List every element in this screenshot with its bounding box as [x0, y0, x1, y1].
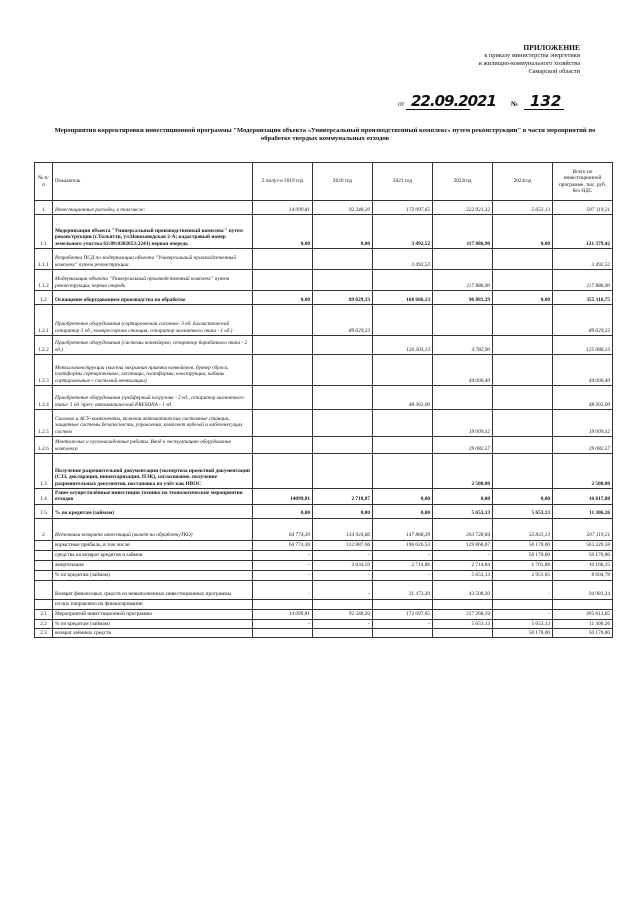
row-value — [253, 336, 313, 355]
row-value: 29 082,57 — [433, 437, 493, 454]
row-value: 147 868,39 — [373, 518, 433, 540]
row-label: из них направлено на финансирование: — [53, 599, 253, 609]
row-number: 2.1 — [35, 609, 53, 619]
table-row — [35, 215, 613, 249]
row-value: 196 026,53 — [373, 540, 433, 550]
row-value: 0,00 — [313, 504, 373, 518]
row-label: Получение разрешительной документации (экспертиза проектной документации (СЗЗ, декларация, инвентаризация, ПЭК), согласование, получение разрешительных документов, постановка на учёт как НВОС — [53, 454, 253, 489]
row-value — [313, 437, 373, 454]
col-header: 2020 год — [313, 163, 373, 201]
row-value — [493, 437, 553, 454]
row-value: 16 817,88 — [553, 489, 613, 505]
row-label: корыстные прибыль, в том числе: — [53, 540, 253, 550]
row-value: 96 881,29 — [433, 291, 493, 305]
number-label: № — [511, 100, 519, 108]
appendix-line-3: Самарской области — [528, 68, 580, 75]
row-value: 44 006,40 — [433, 355, 493, 386]
table-row — [35, 619, 613, 628]
row-value: 14 099,81 — [253, 201, 313, 215]
row-value — [493, 355, 553, 386]
row-value: - — [253, 560, 313, 570]
row-value — [433, 386, 493, 410]
row-value: - — [433, 550, 493, 560]
row-number: 1.1.2 — [35, 270, 53, 291]
table-row — [35, 504, 613, 518]
row-value: 8 604,78 — [553, 570, 613, 580]
row-value — [313, 628, 373, 637]
row-value: 117 886,90 — [433, 215, 493, 249]
row-value: 120 303,13 — [373, 336, 433, 355]
table-row — [35, 628, 613, 637]
col-header: 2021 год — [373, 163, 433, 201]
row-value: - — [253, 550, 313, 560]
row-value: 5 653,13 — [433, 619, 493, 628]
row-label: Разработка ПСД по модернизации объекта "Универсальный производственный комплекс" путем реконструкции — [53, 249, 253, 270]
row-value — [373, 355, 433, 386]
row-value — [253, 305, 313, 336]
row-value: - — [493, 580, 553, 599]
table-row — [35, 560, 613, 570]
row-value: 64 774,30 — [253, 518, 313, 540]
appendix-title: ПРИЛОЖЕНИЕ — [523, 43, 580, 52]
table-row — [35, 291, 613, 305]
col-header: 2 полуг-е 2019 год — [253, 163, 313, 201]
table-row — [35, 201, 613, 215]
table-row — [35, 270, 613, 291]
row-value: - — [373, 570, 433, 580]
row-label: Источники возврата инвестиций (вычет на обработкуТКО) — [53, 518, 253, 540]
row-number: 2.2 — [35, 619, 53, 628]
row-value: 172 097,65 — [373, 201, 433, 215]
row-value — [313, 270, 373, 291]
row-value: - — [253, 619, 313, 628]
row-label: % по кредитам (займам) — [53, 504, 253, 518]
row-number: 1.2.4 — [35, 386, 53, 410]
col-header: 2023год — [493, 163, 553, 201]
row-value: 117 886,90 — [553, 270, 613, 291]
row-value — [253, 599, 313, 609]
row-number — [35, 580, 53, 599]
row-value: 495 813,05 — [553, 609, 613, 619]
row-value: 43 508,20 — [433, 580, 493, 599]
col-header: 2022год — [433, 163, 493, 201]
row-label: Приобретение оборудования (грейферный погрузчик - 2 ед., сепаратор магнитного типа- 1 ед. пресс автоматический PRESONA - 1 ед. — [53, 386, 253, 410]
investment-table — [34, 162, 613, 638]
table-body — [35, 201, 613, 638]
row-value: 92 348,20 — [313, 609, 373, 619]
row-value — [313, 454, 373, 489]
row-value: 2 714,84 — [433, 560, 493, 570]
row-value: 0,00 — [433, 489, 493, 505]
row-value — [253, 628, 313, 637]
row-number: 1.1.1 — [35, 249, 53, 270]
row-value — [253, 386, 313, 410]
row-number — [35, 550, 53, 560]
row-number — [35, 570, 53, 580]
row-value: - — [373, 619, 433, 628]
row-number: 1.2.5 — [35, 410, 53, 437]
row-value: 5 653,13 — [493, 619, 553, 628]
row-number — [35, 599, 53, 609]
row-value: 1 701,88 — [493, 560, 553, 570]
row-number — [35, 540, 53, 550]
table-row — [35, 540, 613, 550]
row-value — [253, 270, 313, 291]
col-header: Всего по инвестиционной программе, тыс. руб. без НДС — [553, 163, 613, 201]
row-number: 1.2 — [35, 291, 53, 305]
row-value: 121 379,42 — [553, 215, 613, 249]
row-value: 50 170,00 — [553, 628, 613, 637]
table-row — [35, 454, 613, 489]
row-value: - — [493, 609, 553, 619]
order-date-number — [398, 92, 566, 114]
row-value — [373, 628, 433, 637]
row-value: - — [313, 619, 373, 628]
row-value: 0,00 — [493, 291, 553, 305]
row-value: 2 951,65 — [493, 570, 553, 580]
appendix-line-2: и жилищно-коммунального хозяйства — [478, 60, 580, 67]
row-value: 89 629,33 — [313, 291, 373, 305]
row-label: Металлоконструкции (высты закрытия приямка конвейеров, бункер сброса, платформы сортировочные, лестницы, платформы, конструкции, кабины сортировочные с системой вентиляции) — [53, 355, 253, 386]
row-value: 11 306,26 — [553, 504, 613, 518]
table-row — [35, 518, 613, 540]
row-value: 134 924,66 — [313, 518, 373, 540]
row-value — [373, 270, 433, 291]
table-row — [35, 336, 613, 355]
row-value: 29 082,57 — [553, 437, 613, 454]
table-row — [35, 609, 613, 619]
row-number — [35, 560, 53, 570]
row-value — [493, 336, 553, 355]
row-value — [373, 437, 433, 454]
row-value: 0,00 — [253, 215, 313, 249]
row-label: Модернизация объекта "Универсальный производственный комплекс" путем реконструкции (г.Тольятти, ул.Новозаводская 2-А; кадастровый номер земельного участка 63:09:0302053:2243) первая очередь — [53, 215, 253, 249]
row-value: 203 728,84 — [433, 518, 493, 540]
row-value: 0,00 — [493, 215, 553, 249]
row-value: 117 886,90 — [433, 270, 493, 291]
row-label: Монтажные и пусконаладочные работы. Ввод в эксплуатацию оборудования комплекса — [53, 437, 253, 454]
row-value: 0,00 — [253, 291, 313, 305]
appendix-line-1: к приказу министерства энергетики — [484, 52, 580, 59]
row-value: 0,00 — [373, 489, 433, 505]
row-label: Приобретение оборудования (системы конвейеров; сепаратор барабанного типа - 2 ед.) — [53, 336, 253, 355]
row-value: 55 823,13 — [493, 518, 553, 540]
table-row — [35, 599, 613, 609]
row-value: 48 302,00 — [553, 386, 613, 410]
row-value: 3 492,52 — [373, 249, 433, 270]
table-row — [35, 580, 613, 599]
row-value: 11 306,26 — [553, 619, 613, 628]
row-number: 1.2.1 — [35, 305, 53, 336]
row-value: 48 302,00 — [373, 386, 433, 410]
col-header: № п/п — [35, 163, 53, 201]
row-value — [313, 355, 373, 386]
row-value: 222 921,32 — [433, 201, 493, 215]
from-label: от — [398, 100, 405, 108]
order-date: 22.09.2021 — [411, 92, 496, 110]
row-value — [313, 599, 373, 609]
table-row — [35, 550, 613, 560]
row-value: 2 714,86 — [373, 560, 433, 570]
row-value — [373, 454, 433, 489]
row-label: % по кредитам (займам) — [53, 619, 253, 628]
row-label: Силовые и АСУ-компоненты, включая автоматические системные станции, защитные системы безопасности, управления, комплект кабелей и кабеленесущих систем — [53, 410, 253, 437]
row-value: 355 116,75 — [553, 291, 613, 305]
row-value: 89 629,33 — [313, 305, 373, 336]
row-value — [253, 249, 313, 270]
row-number: 1.1 — [35, 215, 53, 249]
table-row — [35, 355, 613, 386]
col-header: Показатель — [53, 163, 253, 201]
row-value: 125 086,13 — [553, 336, 613, 355]
row-value — [313, 249, 373, 270]
row-value: 3 492,52 — [373, 215, 433, 249]
table-row — [35, 570, 613, 580]
row-value: 31 473,20 — [373, 580, 433, 599]
table-row — [35, 410, 613, 437]
row-value: - — [313, 550, 373, 560]
row-value: 94 981,24 — [553, 580, 613, 599]
row-label: Ранее осуществлённые инвестиции технико на технологические мероприятия отходов — [53, 489, 253, 505]
table-row — [35, 386, 613, 410]
row-value — [493, 270, 553, 291]
row-label: % по кредитам (займам) — [53, 570, 253, 580]
row-number: 1.4 — [35, 489, 53, 505]
row-value — [373, 599, 433, 609]
row-value — [433, 249, 493, 270]
row-value — [493, 599, 553, 609]
row-value: 10 166,15 — [553, 560, 613, 570]
row-value: 0,00 — [253, 504, 313, 518]
row-label: средства на возврат кредитов и займов — [53, 550, 253, 560]
table-row — [35, 249, 613, 270]
row-label: Возврат финансовых средств из невыполненных инвестиционных программы — [53, 580, 253, 599]
row-value — [493, 305, 553, 336]
row-value: 168 606,13 — [373, 291, 433, 305]
row-label: Мероприятий инвестиционной программы — [53, 609, 253, 619]
order-number: 132 — [530, 92, 562, 110]
row-value: 217 268,19 — [433, 609, 493, 619]
document-title: Мероприятия корректировки инвестиционной программы "Модернизация объекта «Универсальный производственный комплекс» путем реконструкции" в части мероприятий по обработке твердых коммунальных отходов — [54, 127, 596, 142]
row-value: 5 653,13 — [493, 201, 553, 215]
row-value — [433, 599, 493, 609]
row-value — [433, 305, 493, 336]
row-label: возврат заёмных средств — [53, 628, 253, 637]
row-value: - — [253, 570, 313, 580]
row-value: 50 170,00 — [493, 550, 553, 560]
row-value: 132 887,66 — [313, 540, 373, 550]
row-value — [253, 437, 313, 454]
row-number: 1.2.6 — [35, 437, 53, 454]
row-value — [253, 355, 313, 386]
row-value: - — [253, 580, 313, 599]
row-value — [433, 628, 493, 637]
row-value — [313, 386, 373, 410]
row-value: 92 348,20 — [313, 201, 373, 215]
row-value: 563 329,58 — [553, 540, 613, 550]
row-label: Оснащение оборудованием производства по обработке — [53, 291, 253, 305]
row-value — [493, 386, 553, 410]
row-value — [253, 454, 313, 489]
row-value: 3 492,52 — [553, 249, 613, 270]
row-value — [373, 410, 433, 437]
table-row — [35, 437, 613, 454]
row-value: 5 653,13 — [493, 504, 553, 518]
row-value — [373, 305, 433, 336]
row-value: 172 097,65 — [373, 609, 433, 619]
row-value: 50 170,00 — [493, 540, 553, 550]
row-value: 14099,81 — [253, 489, 313, 505]
row-value — [313, 336, 373, 355]
row-label: Приобретение оборудования (сортировочная система- 3 ед. баллистический сепаратор 3 ед., компрессорная станция, сепаратор магнитного типа - 1 ед.) — [53, 305, 253, 336]
row-value: 129 860,07 — [433, 540, 493, 550]
number-underline — [524, 109, 564, 110]
row-value: 2 500,00 — [433, 454, 493, 489]
row-value: 0,00 — [373, 504, 433, 518]
row-value: 44 006,40 — [553, 355, 613, 386]
row-value: - — [373, 550, 433, 560]
row-value — [493, 249, 553, 270]
row-value: 2 500,00 — [553, 454, 613, 489]
row-value — [313, 410, 373, 437]
row-number: 1.3 — [35, 454, 53, 489]
row-value: 19 009,32 — [553, 410, 613, 437]
row-value: 14 099,81 — [253, 609, 313, 619]
row-value: 4 782,90 — [433, 336, 493, 355]
row-value: 50 170,00 — [493, 628, 553, 637]
row-value: 507 119,21 — [553, 201, 613, 215]
row-value: 5 653,13 — [433, 504, 493, 518]
row-value — [553, 599, 613, 609]
row-number: 1.2.2 — [35, 336, 53, 355]
row-number: 1 — [35, 201, 53, 215]
row-label: Модернизация объекта "Универсальный производственный комплекс" путем реконструкции, первая очередь — [53, 270, 253, 291]
row-value — [253, 410, 313, 437]
row-number: 1.5 — [35, 504, 53, 518]
row-number: 1.2.3 — [35, 355, 53, 386]
row-label: Инвестиционные расходы, в том числе: — [53, 201, 253, 215]
row-value: 2 034,59 — [313, 560, 373, 570]
date-underline — [406, 109, 470, 110]
appendix-header — [479, 44, 580, 76]
row-value: 50 170,00 — [553, 550, 613, 560]
row-value: 507 119,21 — [553, 518, 613, 540]
row-value: 19 009,32 — [433, 410, 493, 437]
table-row — [35, 489, 613, 505]
row-value — [493, 454, 553, 489]
row-value: 2 718,87 — [313, 489, 373, 505]
row-value — [493, 410, 553, 437]
row-value: 0,00 — [493, 489, 553, 505]
table-header-row — [35, 163, 613, 201]
row-label: амортизация — [53, 560, 253, 570]
table-row — [35, 305, 613, 336]
row-value: - — [313, 580, 373, 599]
row-value: 89 629,33 — [553, 305, 613, 336]
row-number: 2 — [35, 518, 53, 540]
row-value: 64 774,30 — [253, 540, 313, 550]
row-value: 0,00 — [313, 215, 373, 249]
row-number: 2.3 — [35, 628, 53, 637]
row-value: 5 653,13 — [433, 570, 493, 580]
row-value: - — [313, 570, 373, 580]
